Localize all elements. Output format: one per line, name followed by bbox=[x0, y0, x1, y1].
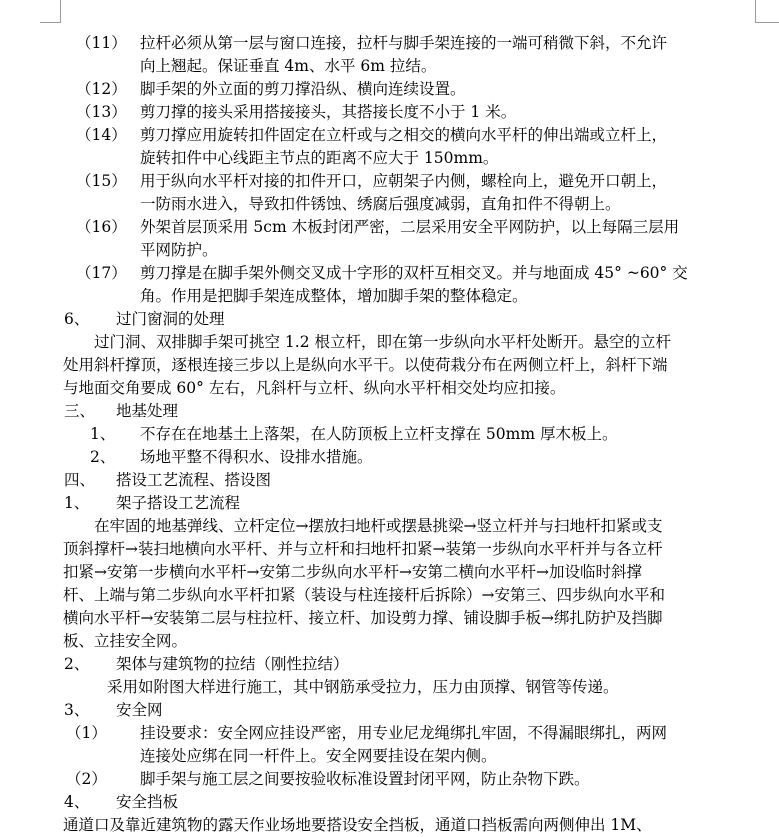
section-number: 1、 bbox=[64, 494, 90, 512]
item-number: 1、 bbox=[90, 425, 116, 443]
paragraph-text: 采用如附图大样进行施工，其中钢筋承受拉力，压力由顶撑、钢管等传递。 bbox=[107, 678, 619, 696]
item-text: 平网防护。 bbox=[140, 241, 218, 259]
doc-line bbox=[0, 169, 779, 193]
page-corner-mark-right-vertical bbox=[755, 0, 756, 22]
doc-line bbox=[0, 77, 779, 101]
doc-line bbox=[0, 790, 779, 814]
doc-line bbox=[0, 744, 779, 768]
doc-line bbox=[0, 192, 779, 216]
doc-line bbox=[0, 100, 779, 124]
doc-line bbox=[0, 307, 779, 331]
doc-line bbox=[0, 813, 779, 837]
section-number: 6、 bbox=[64, 310, 90, 328]
paragraph-text: 通道口及靠近建筑物的露天作业场地要搭设安全挡板，通道口挡板需向两侧伸出 1M、 bbox=[63, 816, 652, 834]
page-corner-mark-right-horizontal bbox=[755, 22, 779, 23]
doc-line bbox=[0, 675, 779, 699]
doc-line bbox=[0, 698, 779, 722]
doc-line bbox=[0, 537, 779, 561]
doc-line bbox=[0, 514, 779, 538]
item-text: 不存在在地基土上落架，在人防顶板上立杆支撑在 50mm 厚木板上。 bbox=[140, 425, 618, 443]
doc-line bbox=[0, 721, 779, 745]
item-text: 角。作用是把脚手架连成整体，增加脚手架的整体稳定。 bbox=[140, 287, 528, 305]
section-heading: 地基处理 bbox=[116, 402, 179, 420]
doc-line bbox=[0, 491, 779, 515]
item-number: 2、 bbox=[90, 448, 116, 466]
doc-line bbox=[0, 284, 779, 308]
section-number: 3、 bbox=[64, 701, 90, 719]
doc-line bbox=[0, 330, 779, 354]
item-text: 剪刀撑的接头采用搭接接头，其搭接长度不小于 1 米。 bbox=[140, 103, 517, 121]
doc-line bbox=[0, 583, 779, 607]
paragraph-text: 杆、上端与第二步纵向水平杆扣紧（装设与柱连接杆后拆除）→安第三、四步纵向水平和 bbox=[63, 586, 665, 604]
item-number: （13） bbox=[76, 103, 127, 121]
section-number: 2、 bbox=[64, 655, 90, 673]
doc-line bbox=[0, 123, 779, 147]
doc-line bbox=[0, 215, 779, 239]
item-text: 旋转扣件中心线距主节点的距离不应大于 150mm。 bbox=[140, 149, 499, 167]
section-heading: 架体与建筑物的拉结（刚性拉结） bbox=[116, 655, 349, 673]
doc-line bbox=[0, 399, 779, 423]
item-number: （15） bbox=[76, 172, 127, 190]
item-text: 脚手架的外立面的剪刀撑沿纵、横向连续设置。 bbox=[140, 80, 466, 98]
doc-line bbox=[0, 376, 779, 400]
item-number: （11） bbox=[76, 34, 127, 52]
item-text: 剪刀撑是在脚手架外侧交叉成十字形的双杆互相交叉。并与地面成 45° ~60° 交 bbox=[140, 264, 688, 282]
doc-line bbox=[0, 560, 779, 584]
paragraph-text: 在牢固的地基弹线、立杆定位→摆放扫地杆或摆悬挑梁→竖立杆并与扫地杆扣紧或支 bbox=[94, 517, 663, 535]
section-heading: 过门窗洞的处理 bbox=[116, 310, 225, 328]
section-number: 四、 bbox=[64, 471, 96, 489]
doc-line bbox=[0, 353, 779, 377]
section-heading: 搭设工艺流程、搭设图 bbox=[116, 471, 272, 489]
paragraph-text: 过门洞、双排脚手架可挑空 1.2 根立杆，即在第一步纵向水平杆处断开。悬空的立杆 bbox=[94, 333, 672, 351]
section-heading: 安全挡板 bbox=[116, 793, 179, 811]
item-number: （2） bbox=[66, 770, 107, 788]
section-number: 4、 bbox=[64, 793, 90, 811]
paragraph-text: 与地面交角要成 60° 左右，凡斜杆与立杆、纵向水平杆相交处均应扣接。 bbox=[63, 379, 566, 397]
item-number: （14） bbox=[76, 126, 127, 144]
doc-line bbox=[0, 54, 779, 78]
item-number: （17） bbox=[76, 264, 127, 282]
section-heading: 架子搭设工艺流程 bbox=[116, 494, 241, 512]
doc-line bbox=[0, 261, 779, 285]
item-text: 剪刀撑应用旋转扣件固定在立杆或与之相交的横向水平杆的伸出端或立杆上， bbox=[140, 126, 668, 144]
item-number: （12） bbox=[76, 80, 127, 98]
doc-line bbox=[0, 468, 779, 492]
item-text: 向上翘起。保证垂直 4m、水平 6m 拉结。 bbox=[140, 57, 437, 75]
item-text: 连接处应绑在同一杆件上。安全网要挂设在架内侧。 bbox=[140, 747, 497, 765]
item-text: 拉杆必须从第一层与窗口连接，拉杆与脚手架连接的一端可稍微下斜，不允许 bbox=[140, 34, 668, 52]
item-text: 用于纵向水平杆对接的扣件开口，应朝架子内侧，螺栓向上，避免开口朝上， bbox=[140, 172, 668, 190]
doc-line bbox=[0, 629, 779, 653]
paragraph-text: 扣紧→安第一步横向水平杆→安第二步纵向水平杆→安第二横向水平杆→加设临时斜撑 bbox=[63, 563, 642, 581]
doc-line bbox=[0, 767, 779, 791]
doc-line bbox=[0, 445, 779, 469]
page-corner-mark-left-vertical bbox=[60, 0, 61, 22]
item-number: （16） bbox=[76, 218, 127, 236]
doc-line bbox=[0, 238, 779, 262]
paragraph-text: 板、立挂安全网。 bbox=[63, 632, 188, 650]
item-text: 外架首层顶采用 5cm 木板封闭严密，二层采用安全平网防护，以上每隔三层用 bbox=[140, 218, 680, 236]
paragraph-text: 横向水平杆→安装第二层与柱拉杆、接立杆、加设剪力撑、铺设脚手板→绑扎防护及挡脚 bbox=[63, 609, 663, 627]
page-corner-mark-left-horizontal bbox=[40, 22, 61, 23]
doc-line bbox=[0, 31, 779, 55]
section-heading: 安全网 bbox=[116, 701, 163, 719]
item-number: （1） bbox=[66, 724, 107, 742]
paragraph-text: 顶斜撑杆→装扫地横向水平杆、并与立杆和扫地杆扣紧→装第一步纵向水平杆并与各立杆 bbox=[63, 540, 663, 558]
doc-line bbox=[0, 606, 779, 630]
doc-line bbox=[0, 422, 779, 446]
item-text: 脚手架与施工层之间要按验收标准设置封闭平网，防止杂物下跌。 bbox=[140, 770, 590, 788]
section-number: 三、 bbox=[64, 402, 96, 420]
doc-line bbox=[0, 652, 779, 676]
item-text: 挂设要求：安全网应挂设严密，用专业尼龙绳绑扎牢固，不得漏眼绑扎，两网 bbox=[140, 724, 668, 742]
item-text: 一防雨水进入，导致扣件锈蚀、绣腐后强度减弱，直角扣件不得朝上。 bbox=[140, 195, 621, 213]
item-text: 场地平整不得积水、设排水措施。 bbox=[140, 448, 373, 466]
doc-line bbox=[0, 146, 779, 170]
paragraph-text: 处用斜杆撑顶，逐根连接三步以上是纵向水平干。以使荷栽分布在两侧立杆上，斜杆下端 bbox=[63, 356, 668, 374]
